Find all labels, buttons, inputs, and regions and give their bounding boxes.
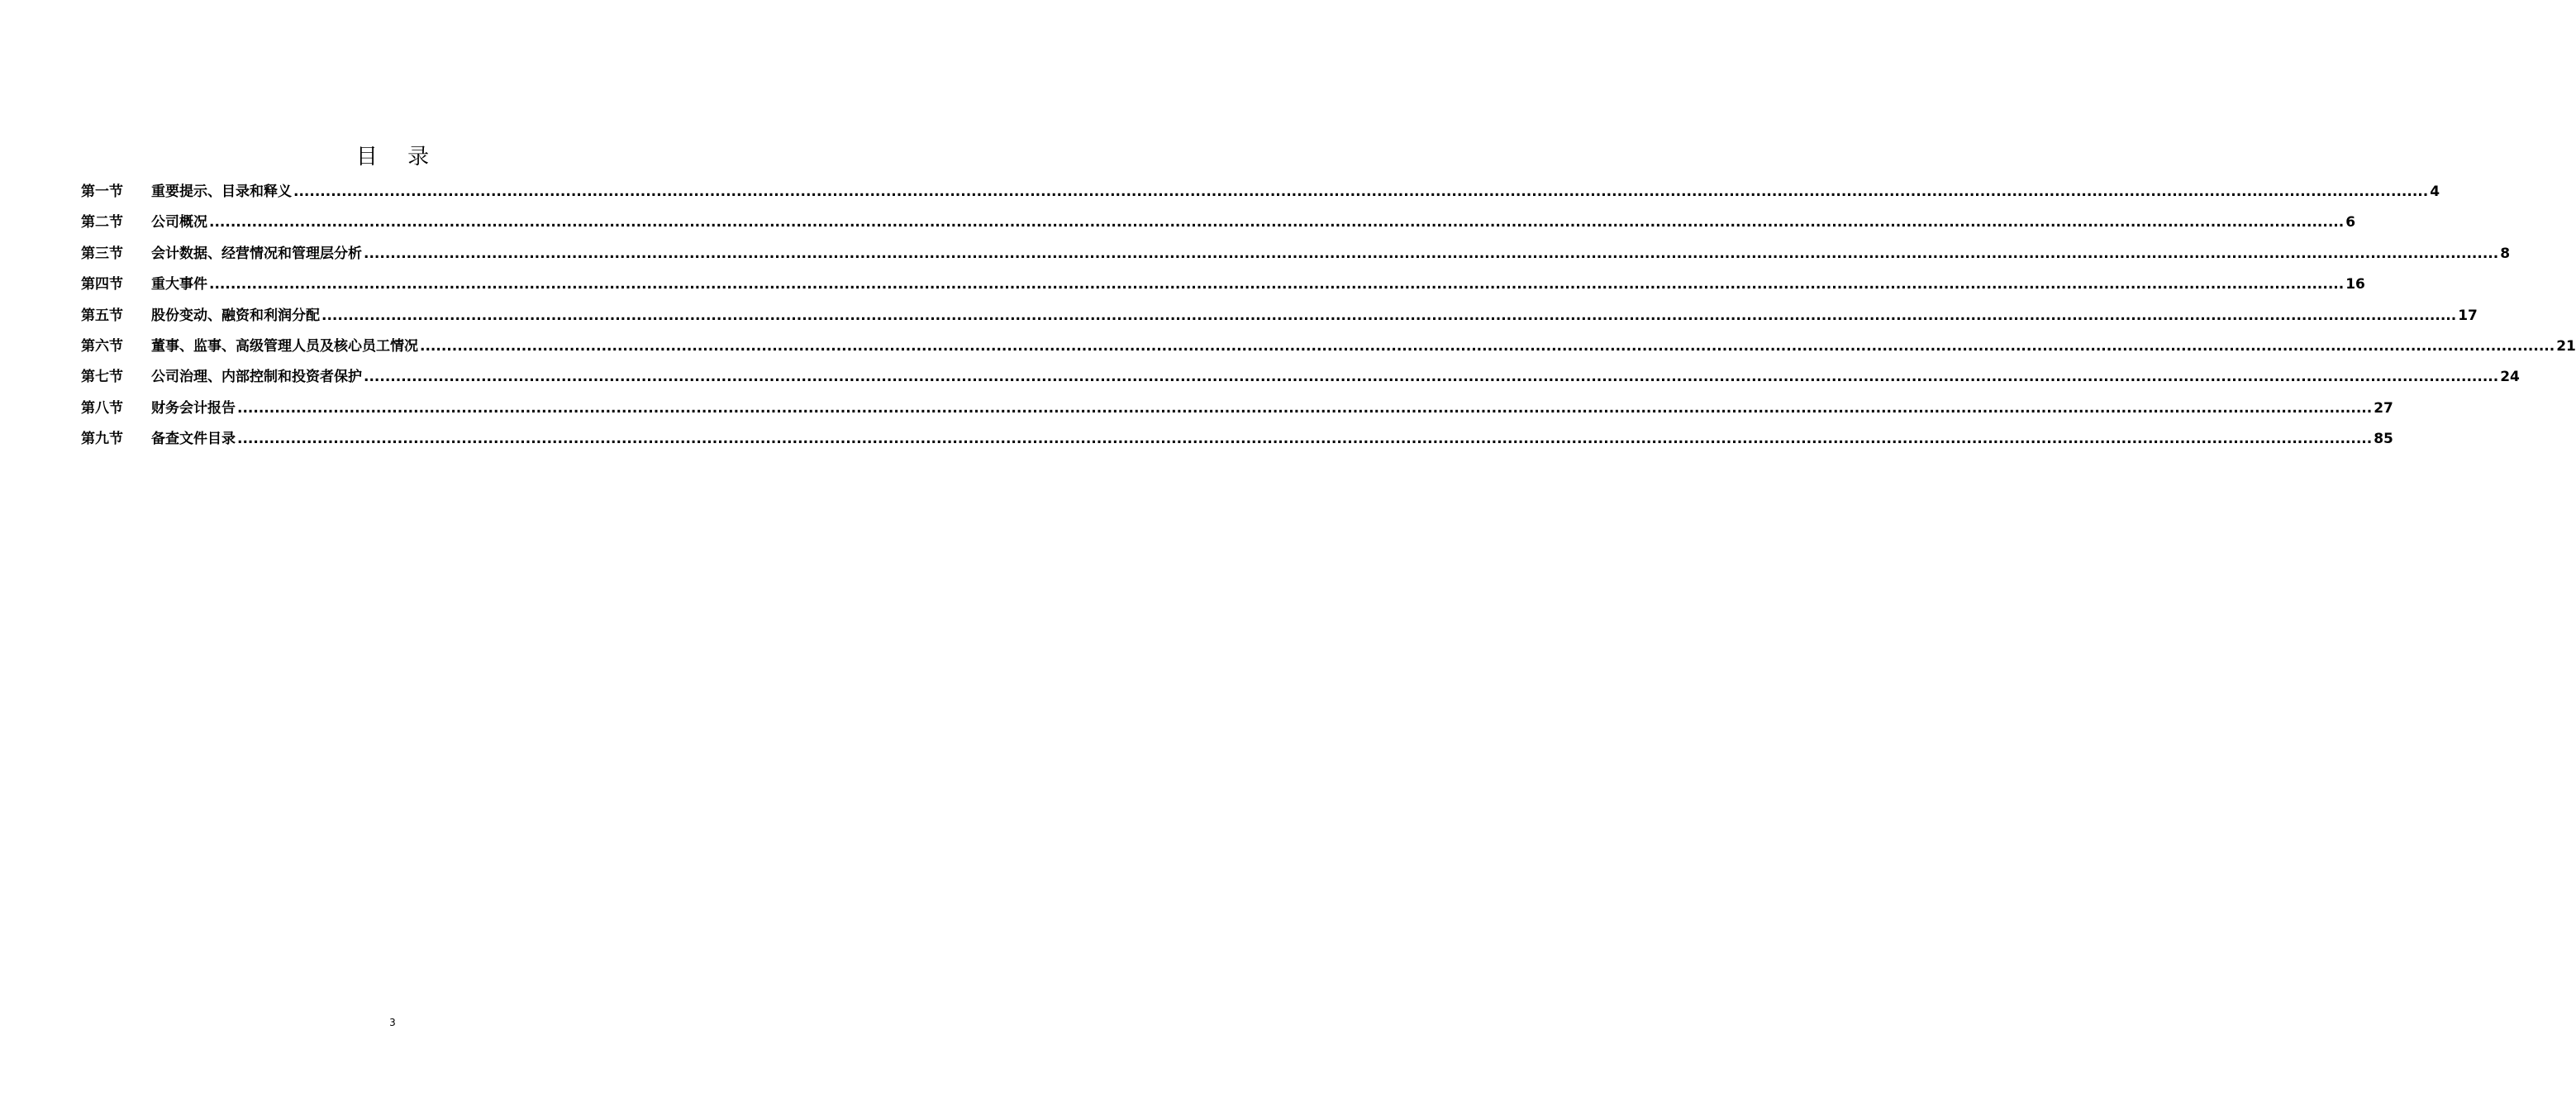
toc-entry[interactable] bbox=[81, 331, 2576, 362]
toc-page-number: 6 bbox=[2345, 214, 2356, 231]
toc-section-number: 第五节 bbox=[81, 307, 123, 324]
toc-entry[interactable] bbox=[81, 239, 2511, 269]
toc-leader-dots: ................................................................................................................................................................................................................................................................................................................................................................................................................ bbox=[209, 276, 2345, 293]
toc-section-number: 第七节 bbox=[81, 369, 123, 386]
toc-leader-dots: ................................................................................................................................................................................................................................................................................................................................................................................................................ bbox=[293, 184, 2429, 200]
toc-heading: 董事、监事、高级管理人员及核心员工情况 bbox=[151, 337, 418, 355]
toc-entry[interactable] bbox=[81, 424, 2393, 455]
toc-section-number: 第六节 bbox=[81, 337, 123, 355]
toc-section-number: 第一节 bbox=[81, 184, 123, 200]
toc-page-number: 27 bbox=[2374, 399, 2393, 417]
toc-leader-dots: ................................................................................................................................................................................................................................................................................................................................................................................................................ bbox=[420, 337, 2555, 355]
toc-page-number: 8 bbox=[2500, 245, 2511, 262]
toc-leader-dots: ................................................................................................................................................................................................................................................................................................................................................................................................................ bbox=[364, 245, 2499, 262]
toc-section-number: 第八节 bbox=[81, 399, 123, 417]
toc-page-number: 85 bbox=[2374, 431, 2393, 448]
page-number: 3 bbox=[389, 1017, 396, 1028]
toc-page-number: 17 bbox=[2458, 307, 2478, 324]
toc-heading: 备查文件目录 bbox=[151, 431, 236, 448]
toc-section-number: 第三节 bbox=[81, 245, 123, 262]
toc-heading: 会计数据、经营情况和管理层分析 bbox=[151, 245, 362, 262]
toc-page-number: 24 bbox=[2500, 369, 2520, 386]
toc-heading: 重大事件 bbox=[151, 276, 207, 293]
toc-heading: 股份变动、融资和利润分配 bbox=[151, 307, 320, 324]
page-title: 目 录 bbox=[355, 145, 441, 169]
toc-leader-dots: ................................................................................................................................................................................................................................................................................................................................................................................................................ bbox=[321, 307, 2457, 324]
toc-entry[interactable] bbox=[81, 207, 2356, 238]
toc-heading: 公司概况 bbox=[151, 214, 207, 231]
toc-entry[interactable] bbox=[81, 269, 2365, 300]
toc-page-number: 16 bbox=[2345, 276, 2365, 293]
toc-page-number: 21 bbox=[2556, 337, 2576, 355]
toc-page-number: 4 bbox=[2430, 184, 2440, 200]
toc-leader-dots: ................................................................................................................................................................................................................................................................................................................................................................................................................ bbox=[237, 431, 2373, 448]
toc-entry[interactable] bbox=[81, 177, 2440, 207]
toc-leader-dots: ................................................................................................................................................................................................................................................................................................................................................................................................................ bbox=[237, 399, 2373, 417]
toc-section-number: 第二节 bbox=[81, 214, 123, 231]
toc-section-number: 第四节 bbox=[81, 276, 123, 293]
toc-heading: 财务会计报告 bbox=[151, 399, 236, 417]
toc-entry[interactable] bbox=[81, 393, 2393, 424]
toc-heading: 重要提示、目录和释义 bbox=[151, 184, 292, 200]
toc-leader-dots: ................................................................................................................................................................................................................................................................................................................................................................................................................ bbox=[364, 369, 2499, 386]
toc-leader-dots: ................................................................................................................................................................................................................................................................................................................................................................................................................ bbox=[209, 214, 2345, 231]
table-of-contents bbox=[81, 177, 2576, 455]
toc-entry[interactable] bbox=[81, 362, 2520, 393]
toc-section-number: 第九节 bbox=[81, 431, 123, 448]
toc-entry[interactable] bbox=[81, 301, 2478, 331]
toc-heading: 公司治理、内部控制和投资者保护 bbox=[151, 369, 362, 386]
